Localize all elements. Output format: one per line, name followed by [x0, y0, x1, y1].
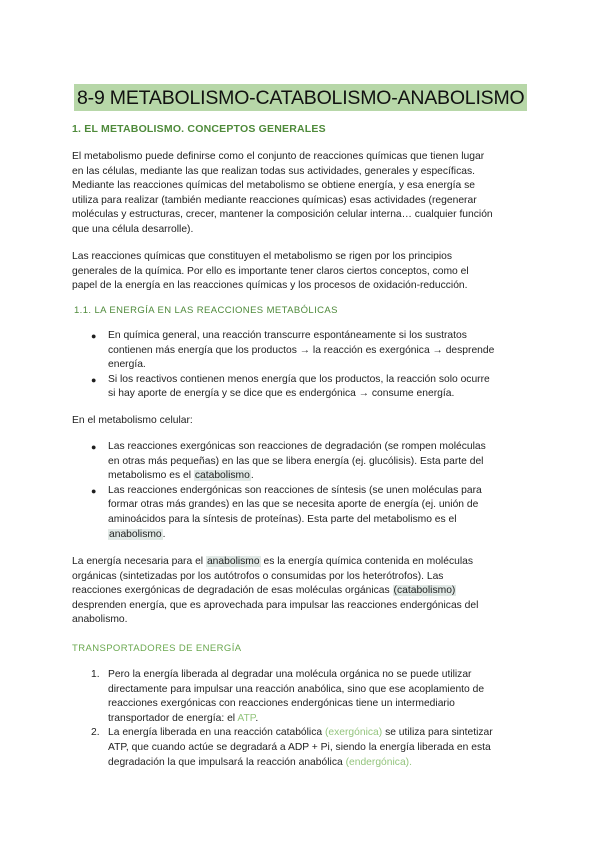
list-item [0, 440, 486, 484]
bullet-list-energia [0, 329, 494, 402]
text-line [72, 584, 532, 599]
text-line [108, 469, 486, 484]
text-line: utiliza para realizar (también mediante reacciones químicas) esas actividades (regenerar [72, 194, 477, 206]
text-line: Si los reactivos contienen menos energía que los productos, la reacción solo ocurre [108, 373, 490, 385]
list-item [0, 668, 493, 726]
text-line: formar otras más grandes) en las que se necesita aporte de energía (ej. unión de [108, 499, 479, 511]
term-highlight-anabolismo: anabolismo [206, 556, 260, 567]
text-line: Pero la energía liberada al degradar una molécula orgánica no se puede utilizar [108, 669, 472, 680]
text-fragment: transportador de energía: el [108, 712, 238, 724]
term-highlight-catabolismo: (catabolismo) [393, 585, 456, 597]
text-line: orgánicas (sintetizadas por los autótrofos o consumidas por los heterótrofos). Las [72, 570, 444, 582]
text-fragment: La energía necesaria para el [72, 556, 206, 567]
text-fragment: es la energía química contenida en moléculas [260, 556, 473, 567]
text-fragment: se utiliza para sintetizar [382, 727, 493, 739]
text-line [108, 756, 493, 771]
term-highlight-anabolismo: anabolismo [109, 528, 162, 540]
text-line: Las reacciones endergónicas son reacciones de síntesis (se unen moléculas para [108, 484, 482, 496]
numbered-list-transportadores [0, 668, 493, 770]
text-line: en las células, mediante las que realizan todas sus actividades, generales y específicas. [72, 165, 475, 177]
bullet-icon: ● [91, 485, 97, 496]
text-line: que una célula desarrolle). [72, 223, 194, 235]
text-line: si hay aporte de energía y se dice que es endergónica → consume energía. [108, 388, 455, 400]
list-item [0, 373, 494, 402]
text-fragment: . [255, 712, 259, 724]
text-line: desprenden energía, que es aprovechada para impulsar las reacciones endergónicas del [72, 599, 479, 611]
text-line: aminoácidos para la síntesis de proteínas). Esta parte del metabolismo es el [108, 513, 457, 525]
text-line [72, 555, 532, 570]
text-fragment: . [250, 470, 254, 482]
bullet-icon: ● [91, 374, 97, 385]
text-line: generales de la química. Por ello es importante tener claros ciertos conceptos, como el [72, 265, 469, 277]
text-line: ATP, que cuando actúe se degradará a ADP + Pi, siendo la energía liberada en esta [108, 741, 491, 753]
term-exergonica: (exergónica) [324, 727, 383, 739]
paragraph-energia-anabolismo [72, 555, 532, 628]
text-fragment: . [162, 528, 166, 540]
bullet-list-metabolismo-celular [0, 440, 486, 542]
list-number: 2. [91, 727, 100, 739]
term-endergonica: (endergónica). [345, 756, 412, 768]
text-line: energía. [108, 359, 146, 371]
term-highlight-catabolismo: catabolismo [194, 470, 250, 482]
bullet-icon: ● [91, 331, 97, 341]
text-line: El metabolismo puede definirse como el conjunto de reacciones químicas que tienen lugar [72, 151, 485, 162]
page-title: 8-9 METABOLISMO-CATABOLISMO-ANABOLISMO [74, 84, 527, 111]
text-line: en otras más pequeñas) en las que se libera energía (ej. glucólisis). Esta parte del [108, 455, 484, 467]
text-line [108, 726, 493, 741]
text-line [108, 712, 493, 727]
text-line: contienen más energía que los productos → la reacción es exergónica → desprende [108, 344, 495, 356]
text-line: Mediante las reacciones químicas del metabolismo se obtiene energía, y esa energía se [72, 180, 475, 192]
text-fragment: reacciones exergónicas de degradación de esas moléculas orgánicas [72, 585, 393, 597]
bullet-icon: ● [91, 442, 97, 452]
list-number: 1. [91, 669, 100, 680]
paragraph-metabolismo-celular [72, 414, 532, 429]
paragraph-definicion [72, 150, 532, 238]
text-line: papel de la energía en las reacciones químicas y los procesos de oxidación-reducción. [72, 280, 468, 292]
text-line: moléculas y estructuras, crecer, mantener la composición celular interna… cualquier función [72, 209, 493, 221]
subsection-heading-transportadores: TRANSPORTADORES DE ENERGÍA [72, 643, 242, 654]
text-line [108, 528, 486, 543]
text-line: En el metabolismo celular: [72, 415, 193, 426]
text-line: reacciones exergónicas con reacciones endergónicas tiene un intermediario [108, 698, 455, 710]
text-fragment: metabolismo es el [108, 470, 194, 482]
list-item [0, 329, 494, 373]
text-line: Las reacciones exergónicas son reacciones de degradación (se rompen moléculas [108, 441, 486, 452]
text-line: En química general, una reacción transcurre espontáneamente si los sustratos [108, 330, 467, 341]
text-line: Las reacciones químicas que constituyen el metabolismo se rigen por los principios [72, 251, 453, 262]
list-item [0, 484, 486, 542]
text-line: directamente para impulsar una reacción anabólica, sino que ese acoplamiento de [108, 683, 485, 695]
section-heading-metabolismo: 1. EL METABOLISMO. CONCEPTOS GENERALES [72, 123, 326, 135]
paragraph-principios [72, 250, 532, 294]
text-fragment: La energía liberada en una reacción catabólica [108, 727, 325, 739]
text-line: anabolismo. [72, 614, 128, 626]
subsection-heading-energia: 1.1. LA ENERGÍA EN LAS REACCIONES METABÓLICAS [74, 305, 338, 316]
list-item [0, 726, 493, 770]
text-fragment: degradación la que impulsará la reacción anabólica [108, 756, 346, 768]
term-atp: ATP [237, 712, 256, 724]
